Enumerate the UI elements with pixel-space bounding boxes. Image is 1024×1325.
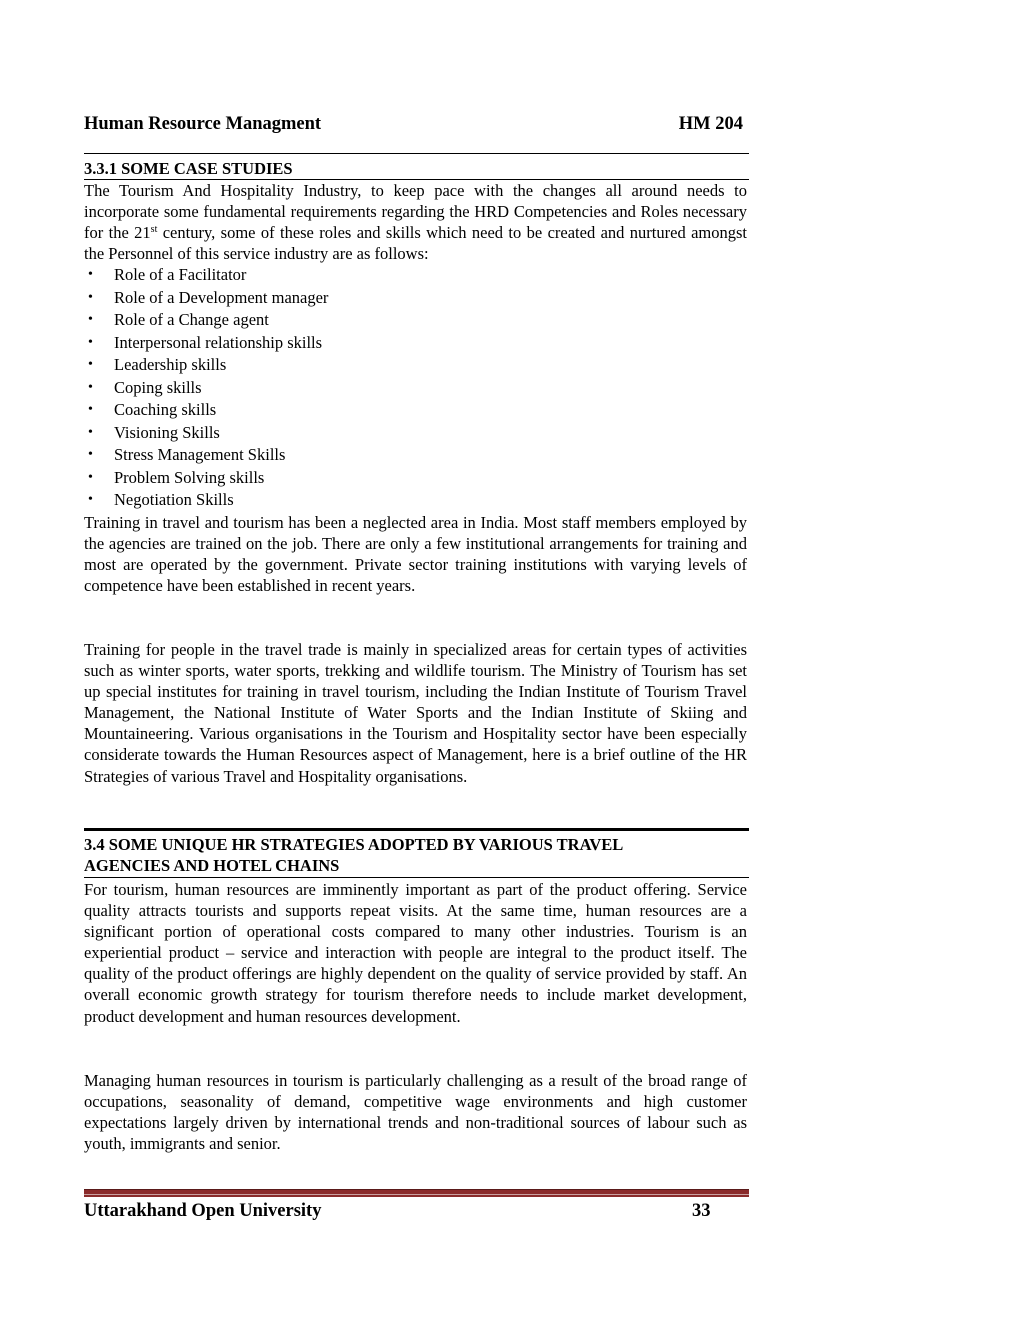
list-item-label: Stress Management Skills bbox=[114, 445, 286, 464]
section-rule-top bbox=[84, 828, 749, 831]
bullet-icon: • bbox=[88, 289, 93, 305]
bullet-icon: • bbox=[88, 379, 93, 395]
intro-paragraph bbox=[84, 180, 747, 264]
list-item-label: Coping skills bbox=[114, 377, 202, 397]
list-item-label: Coaching skills bbox=[114, 400, 217, 419]
list-item-label: Role of a Change agent bbox=[114, 310, 269, 329]
intro-text-part2: century, some of these roles and skills which need to be created and nurtured amongst the Personnel of this service industry are as follows: bbox=[84, 223, 747, 264]
bullet-icon: • bbox=[88, 492, 93, 507]
section-heading-3-3-1: 3.3.1 SOME CASE STUDIES bbox=[84, 159, 293, 178]
page-number: 33 bbox=[692, 1201, 711, 1221]
section-heading-line2: AGENCIES AND HOTEL CHAINS bbox=[84, 856, 340, 875]
list-item bbox=[84, 489, 684, 512]
bullet-icon: • bbox=[88, 447, 93, 462]
page-header bbox=[84, 114, 749, 140]
ordinal-suffix: st bbox=[150, 224, 158, 236]
list-item bbox=[84, 422, 684, 445]
list-item bbox=[84, 332, 684, 355]
list-item-label: Leadership skills bbox=[114, 355, 227, 374]
page-footer bbox=[84, 1201, 749, 1225]
list-item-label: Visioning Skills bbox=[114, 422, 220, 442]
list-item bbox=[84, 467, 684, 490]
list-item bbox=[84, 399, 684, 422]
section-heading-line1: 3.4 SOME UNIQUE HR STRATEGIES ADOPTED BY VARIOUS TRAVEL bbox=[84, 835, 624, 854]
list-item bbox=[84, 264, 684, 287]
bullet-icon: • bbox=[88, 312, 93, 327]
course-code: HM 204 bbox=[678, 114, 743, 134]
list-item-label: Problem Solving skills bbox=[114, 467, 265, 487]
list-item-label: Negotiation Skills bbox=[114, 490, 234, 509]
intro-text-part1: The Tourism And Hospitality Industry, to keep pace with the changes all around needs to incorporate some fundamental requirements regarding the HRD Competencies and Roles necessary for the 21 bbox=[84, 181, 747, 243]
list-item bbox=[84, 287, 684, 310]
university-name: Uttarakhand Open University bbox=[84, 1201, 322, 1221]
bullet-icon: • bbox=[88, 402, 93, 417]
section-heading-underline-3-4 bbox=[84, 877, 749, 878]
bullet-icon: • bbox=[88, 469, 93, 485]
managing-hr-paragraph: Managing human resources in tourism is particularly challenging as a result of the broad range of occupations, seasonality of demand, competitive wage environments and high customer expectations largely driven by international trends and non-traditional sources of labour such as youth, immigrants and senior. bbox=[84, 1071, 747, 1154]
tourism-hr-paragraph: For tourism, human resources are imminently important as part of the product offering. Service quality attracts tourists and supports repeat visits. At the same time, human resources are a significant portion of operational costs compared to many other industries. Tourism is an experiential product – service and interaction with people are integral to the product itself. The quality of the product offerings are highly dependent on the quality of service provided by staff. An overall economic growth strategy for tourism therefore needs to include market development, product development and human resources development. bbox=[84, 880, 747, 1026]
list-item-label: Interpersonal relationship skills bbox=[114, 332, 323, 352]
list-item-label: Role of a Facilitator bbox=[114, 265, 247, 284]
bullet-icon: • bbox=[88, 334, 93, 350]
list-item bbox=[84, 354, 684, 377]
training-paragraph: Training in travel and tourism has been a neglected area in India. Most staff members employed by the agencies are trained on the job. There are only a few institutional arrangements for training and most are operated by the government. Private sector training institutions with varying levels of competence have been established in recent years. bbox=[84, 513, 747, 596]
header-rule bbox=[84, 153, 749, 154]
list-item-label: Role of a Development manager bbox=[114, 287, 329, 307]
bullet-icon: • bbox=[88, 357, 93, 372]
list-item bbox=[84, 377, 684, 400]
roles-skills-list bbox=[84, 264, 684, 512]
travel-trade-paragraph: Training for people in the travel trade is mainly in specialized areas for certain types of activities such as winter sports, water sports, trekking and wildlife tourism. The Ministry of Tourism has set up special institutes for training in travel tourism, including the Indian Institute of Tourism Travel Management, the National Institute of Water Sports and the Indian Institute of Skiing and Mountaineering. Various organisations in the Tourism and Hospitality sector have been especially considerate towards the Human Resources aspect of Management, here is a brief outline of the HR Strategies of various Travel and Hospitality organisations. bbox=[84, 640, 747, 786]
footer-divider bbox=[84, 1189, 749, 1197]
section-heading-3-4 bbox=[84, 834, 749, 876]
list-item bbox=[84, 309, 684, 332]
bullet-icon: • bbox=[88, 424, 93, 440]
list-item bbox=[84, 444, 684, 467]
course-title: Human Resource Managment bbox=[84, 114, 322, 134]
bullet-icon: • bbox=[88, 267, 93, 282]
